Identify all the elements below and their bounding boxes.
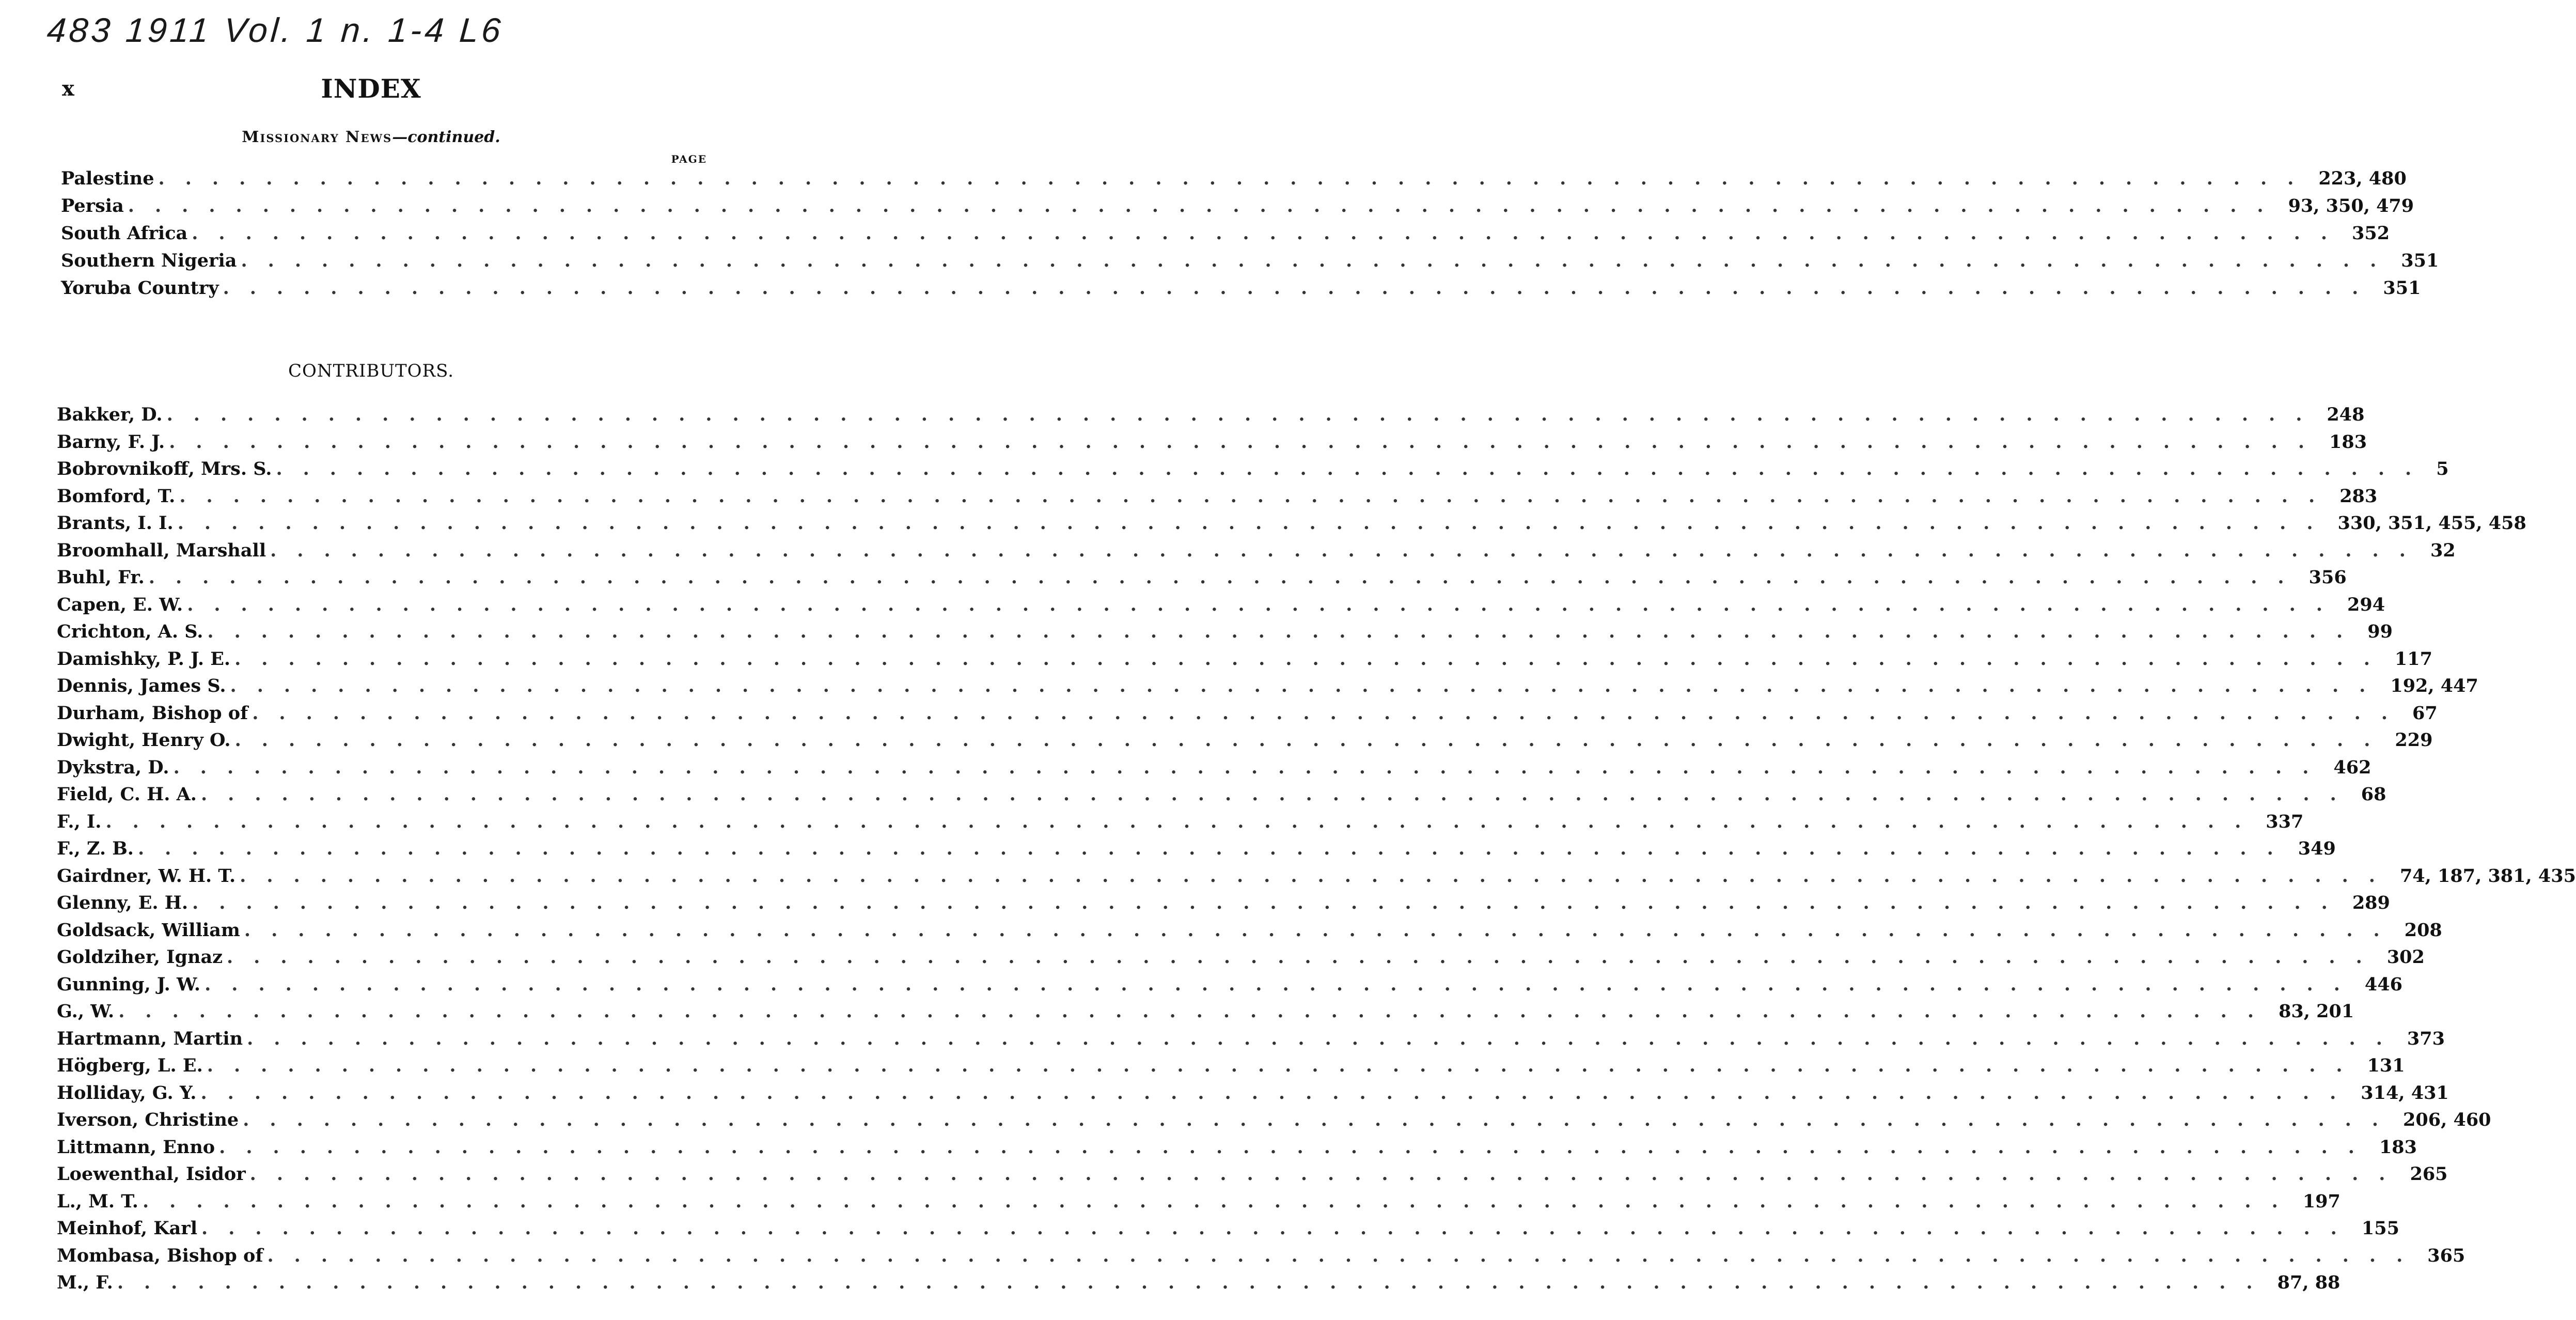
contributor-entry: [57, 1001, 2354, 1028]
index-entry-name: Holliday, G. Y.: [57, 1082, 197, 1104]
contributor-entry: [57, 1218, 2399, 1245]
index-entry-pages: 446: [2364, 973, 2402, 995]
index-entry-name: Buhl, Fr.: [57, 567, 145, 588]
leader-dots: ................................................................................: [234, 648, 2391, 670]
index-entry-pages: 87, 88: [2277, 1272, 2341, 1293]
leader-dots: ................................................................................: [118, 1001, 2275, 1022]
contributors-list: [57, 404, 2576, 1299]
leader-dots: ................................................................................: [244, 919, 2400, 941]
index-entry-name: Yoruba Country: [61, 277, 219, 299]
index-entry-name: South Africa: [61, 223, 188, 244]
contributor-entry: [57, 892, 2390, 920]
index-entry-pages: 99: [2367, 621, 2393, 642]
contributor-entry: [57, 946, 2425, 974]
index-entry-pages: 229: [2395, 729, 2433, 751]
leader-dots: ................................................................................: [158, 168, 2315, 189]
index-entry-name: Durham, Bishop of: [57, 702, 248, 724]
index-entry-name: Capen, E. W.: [57, 594, 183, 615]
index-entry-pages: 83, 201: [2279, 1001, 2354, 1022]
index-entry-pages: 373: [2407, 1028, 2445, 1049]
index-entry-pages: 294: [2347, 594, 2385, 615]
index-entry-pages: 365: [2427, 1245, 2465, 1266]
index-entry-pages: 206, 460: [2403, 1109, 2491, 1130]
index-entry-name: Dykstra, D.: [57, 756, 169, 778]
index-entry-name: Iverson, Christine: [57, 1109, 239, 1130]
contributor-entry: [57, 648, 2432, 676]
index-entry-name: Southern Nigeria: [61, 250, 237, 271]
leader-dots: ................................................................................: [227, 946, 2383, 968]
leader-dots: ................................................................................: [179, 485, 2336, 507]
leader-dots: ................................................................................: [223, 277, 2379, 299]
handwritten-catalog-note: 483 1911 Vol. 1 n. 1-4 L6: [45, 11, 505, 49]
leader-dots: ................................................................................: [143, 1190, 2299, 1212]
missionary-news-list: [61, 168, 2439, 305]
index-entry-name: Gairdner, W. H. T.: [57, 865, 236, 887]
leader-dots: ................................................................................: [117, 1272, 2273, 1293]
contributor-entry: [57, 621, 2393, 648]
index-entry-name: Bomford, T.: [57, 485, 176, 507]
index-entry-name: Palestine: [61, 168, 154, 189]
index-entry-pages: 356: [2308, 567, 2347, 588]
leader-dots: ................................................................................: [200, 1082, 2357, 1104]
index-entry-name: Loewenthal, Isidor: [57, 1163, 246, 1185]
leader-dots: ................................................................................: [128, 195, 2284, 216]
index-entry-pages: 5: [2436, 458, 2449, 479]
leader-dots: ................................................................................: [169, 431, 2326, 453]
contributor-entry: [57, 1272, 2341, 1299]
contributor-entry: [57, 404, 2365, 431]
leader-dots: ................................................................................: [200, 784, 2357, 805]
index-entry-pages: 183: [2329, 431, 2367, 453]
leader-dots: ................................................................................: [166, 404, 2323, 425]
index-entry-name: Barny, F. J.: [57, 431, 165, 453]
index-entry-pages: 302: [2386, 946, 2425, 968]
index-entry-name: M., F.: [57, 1272, 113, 1293]
leader-dots: ................................................................................: [276, 458, 2432, 479]
index-entry-name: Bobrovnikoff, Mrs. S.: [57, 458, 272, 479]
leader-dots: ................................................................................: [137, 838, 2294, 859]
contributor-entry: [57, 1190, 2341, 1218]
leader-dots: ................................................................................: [148, 567, 2305, 588]
contributor-entry: [57, 513, 2526, 540]
index-entry-pages: 208: [2404, 919, 2442, 941]
index-entry-name: Field, C. H. A.: [57, 784, 197, 805]
index-entry-pages: 155: [2361, 1218, 2399, 1239]
contributor-entry: [57, 1245, 2465, 1272]
index-entry-name: Bakker, D.: [57, 404, 163, 425]
leader-dots: ................................................................................: [234, 729, 2391, 751]
index-entry-name: Persia: [61, 195, 124, 216]
index-entry-pages: 183: [2379, 1136, 2417, 1158]
index-entry-pages: 351: [2383, 277, 2421, 299]
index-entry-pages: 74, 187, 381, 435: [2399, 865, 2576, 887]
leader-dots: ................................................................................: [192, 892, 2348, 913]
index-entry-pages: 265: [2410, 1163, 2448, 1185]
index-entry-pages: 314, 431: [2361, 1082, 2449, 1104]
contributor-entry: [57, 1082, 2449, 1110]
contributor-entry: [57, 729, 2433, 757]
contributor-entry: [57, 756, 2371, 784]
index-entry-name: F., Z. B.: [57, 838, 134, 859]
missionary-news-heading-suffix: —continued.: [392, 128, 500, 146]
leader-dots: ................................................................................: [105, 811, 2262, 832]
index-entry-pages: 192, 447: [2390, 675, 2478, 696]
leader-dots: ................................................................................: [173, 756, 2330, 778]
leader-dots: ................................................................................: [267, 1245, 2424, 1266]
leader-dots: ................................................................................: [207, 1055, 2363, 1076]
contributor-entry: [57, 919, 2442, 947]
index-entry-pages: 117: [2394, 648, 2432, 670]
index-entry-pages: 248: [2327, 404, 2365, 425]
contributor-entry: [57, 594, 2385, 622]
leader-dots: ................................................................................: [240, 865, 2396, 887]
index-entry-name: Dwight, Henry O.: [57, 729, 231, 751]
index-entry-name: Damishky, P. J. E.: [57, 648, 231, 670]
index-entry-pages: 67: [2412, 702, 2438, 724]
contributor-entry: [57, 811, 2304, 838]
index-entry-pages: 283: [2339, 485, 2378, 507]
missionary-news-entry: [61, 277, 2421, 305]
index-entry-pages: 289: [2352, 892, 2390, 913]
contributor-entry: [57, 784, 2386, 811]
leader-dots: ................................................................................: [201, 1218, 2358, 1239]
index-entry-pages: 337: [2266, 811, 2304, 832]
index-entry-name: Gunning, J. W.: [57, 973, 201, 995]
index-entry-name: Broomhall, Marshall: [57, 539, 266, 561]
index-entry-pages: 330, 351, 455, 458: [2337, 513, 2526, 534]
index-entry-pages: 349: [2298, 838, 2336, 859]
missionary-news-entry: [61, 250, 2439, 277]
leader-dots: ................................................................................: [241, 250, 2397, 271]
index-entry-name: Glenny, E. H.: [57, 892, 189, 913]
index-entry-name: Crichton, A. S.: [57, 621, 203, 642]
index-entry-name: Högberg, L. E.: [57, 1055, 203, 1076]
index-entry-name: L., M. T.: [57, 1190, 138, 1212]
index-entry-name: Hartmann, Martin: [57, 1028, 243, 1049]
leader-dots: ................................................................................: [252, 702, 2409, 724]
leader-dots: ................................................................................: [187, 594, 2343, 615]
missionary-news-heading: [0, 128, 742, 146]
index-entry-pages: 93, 350, 479: [2288, 195, 2414, 216]
page-column-label: PAGE: [671, 153, 707, 165]
contributor-entry: [57, 702, 2438, 730]
missionary-news-entry: [61, 223, 2390, 250]
leader-dots: ................................................................................: [249, 1163, 2406, 1185]
missionary-news-heading-main: Missionary News: [242, 128, 392, 146]
contributor-entry: [57, 539, 2456, 567]
index-entry-name: Littmann, Enno: [57, 1136, 215, 1158]
contributor-entry: [57, 865, 2576, 893]
page-number: x: [62, 76, 74, 101]
contributor-entry: [57, 1163, 2448, 1191]
index-entry-name: Goldziher, Ignaz: [57, 946, 223, 968]
contributor-entry: [57, 431, 2367, 459]
index-entry-pages: 223, 480: [2318, 168, 2407, 189]
index-entry-name: G., W.: [57, 1001, 115, 1022]
index-entry-pages: 32: [2430, 539, 2456, 561]
contributor-entry: [57, 1136, 2417, 1164]
index-entry-name: Meinhof, Karl: [57, 1218, 198, 1239]
leader-dots: ................................................................................: [219, 1136, 2375, 1158]
contributor-entry: [57, 1055, 2405, 1082]
contributor-entry: [57, 1028, 2445, 1055]
leader-dots: ................................................................................: [177, 513, 2334, 534]
index-entry-name: Mombasa, Bishop of: [57, 1245, 263, 1266]
contributor-entry: [57, 458, 2449, 486]
contributor-entry: [57, 973, 2402, 1001]
missionary-news-entry: [61, 195, 2414, 223]
index-entry-pages: 352: [2352, 223, 2390, 244]
leader-dots: ................................................................................: [230, 675, 2386, 696]
index-entry-name: Dennis, James S.: [57, 675, 226, 696]
index-entry-name: Goldsack, William: [57, 919, 240, 941]
leader-dots: ................................................................................: [207, 621, 2364, 642]
index-entry-name: Brants, I. I.: [57, 513, 174, 534]
index-entry-pages: 351: [2401, 250, 2439, 271]
contributor-entry: [57, 675, 2478, 703]
index-entry-pages: 197: [2302, 1190, 2341, 1212]
leader-dots: ................................................................................: [243, 1109, 2399, 1130]
contributor-entry: [57, 485, 2378, 513]
page-title: INDEX: [321, 73, 421, 104]
contributor-entry: [57, 567, 2347, 594]
contributor-entry: [57, 838, 2336, 865]
leader-dots: ................................................................................: [192, 223, 2348, 244]
contributors-heading: CONTRIBUTORS.: [288, 361, 454, 381]
index-entry-pages: 462: [2333, 756, 2371, 778]
missionary-news-entry: [61, 168, 2407, 195]
leader-dots: ................................................................................: [205, 973, 2361, 995]
leader-dots: ................................................................................: [247, 1028, 2403, 1049]
index-entry-name: F., I.: [57, 811, 102, 832]
index-entry-pages: 68: [2361, 784, 2386, 805]
index-entry-pages: 131: [2367, 1055, 2405, 1076]
leader-dots: ................................................................................: [270, 539, 2426, 561]
contributor-entry: [57, 1109, 2491, 1137]
